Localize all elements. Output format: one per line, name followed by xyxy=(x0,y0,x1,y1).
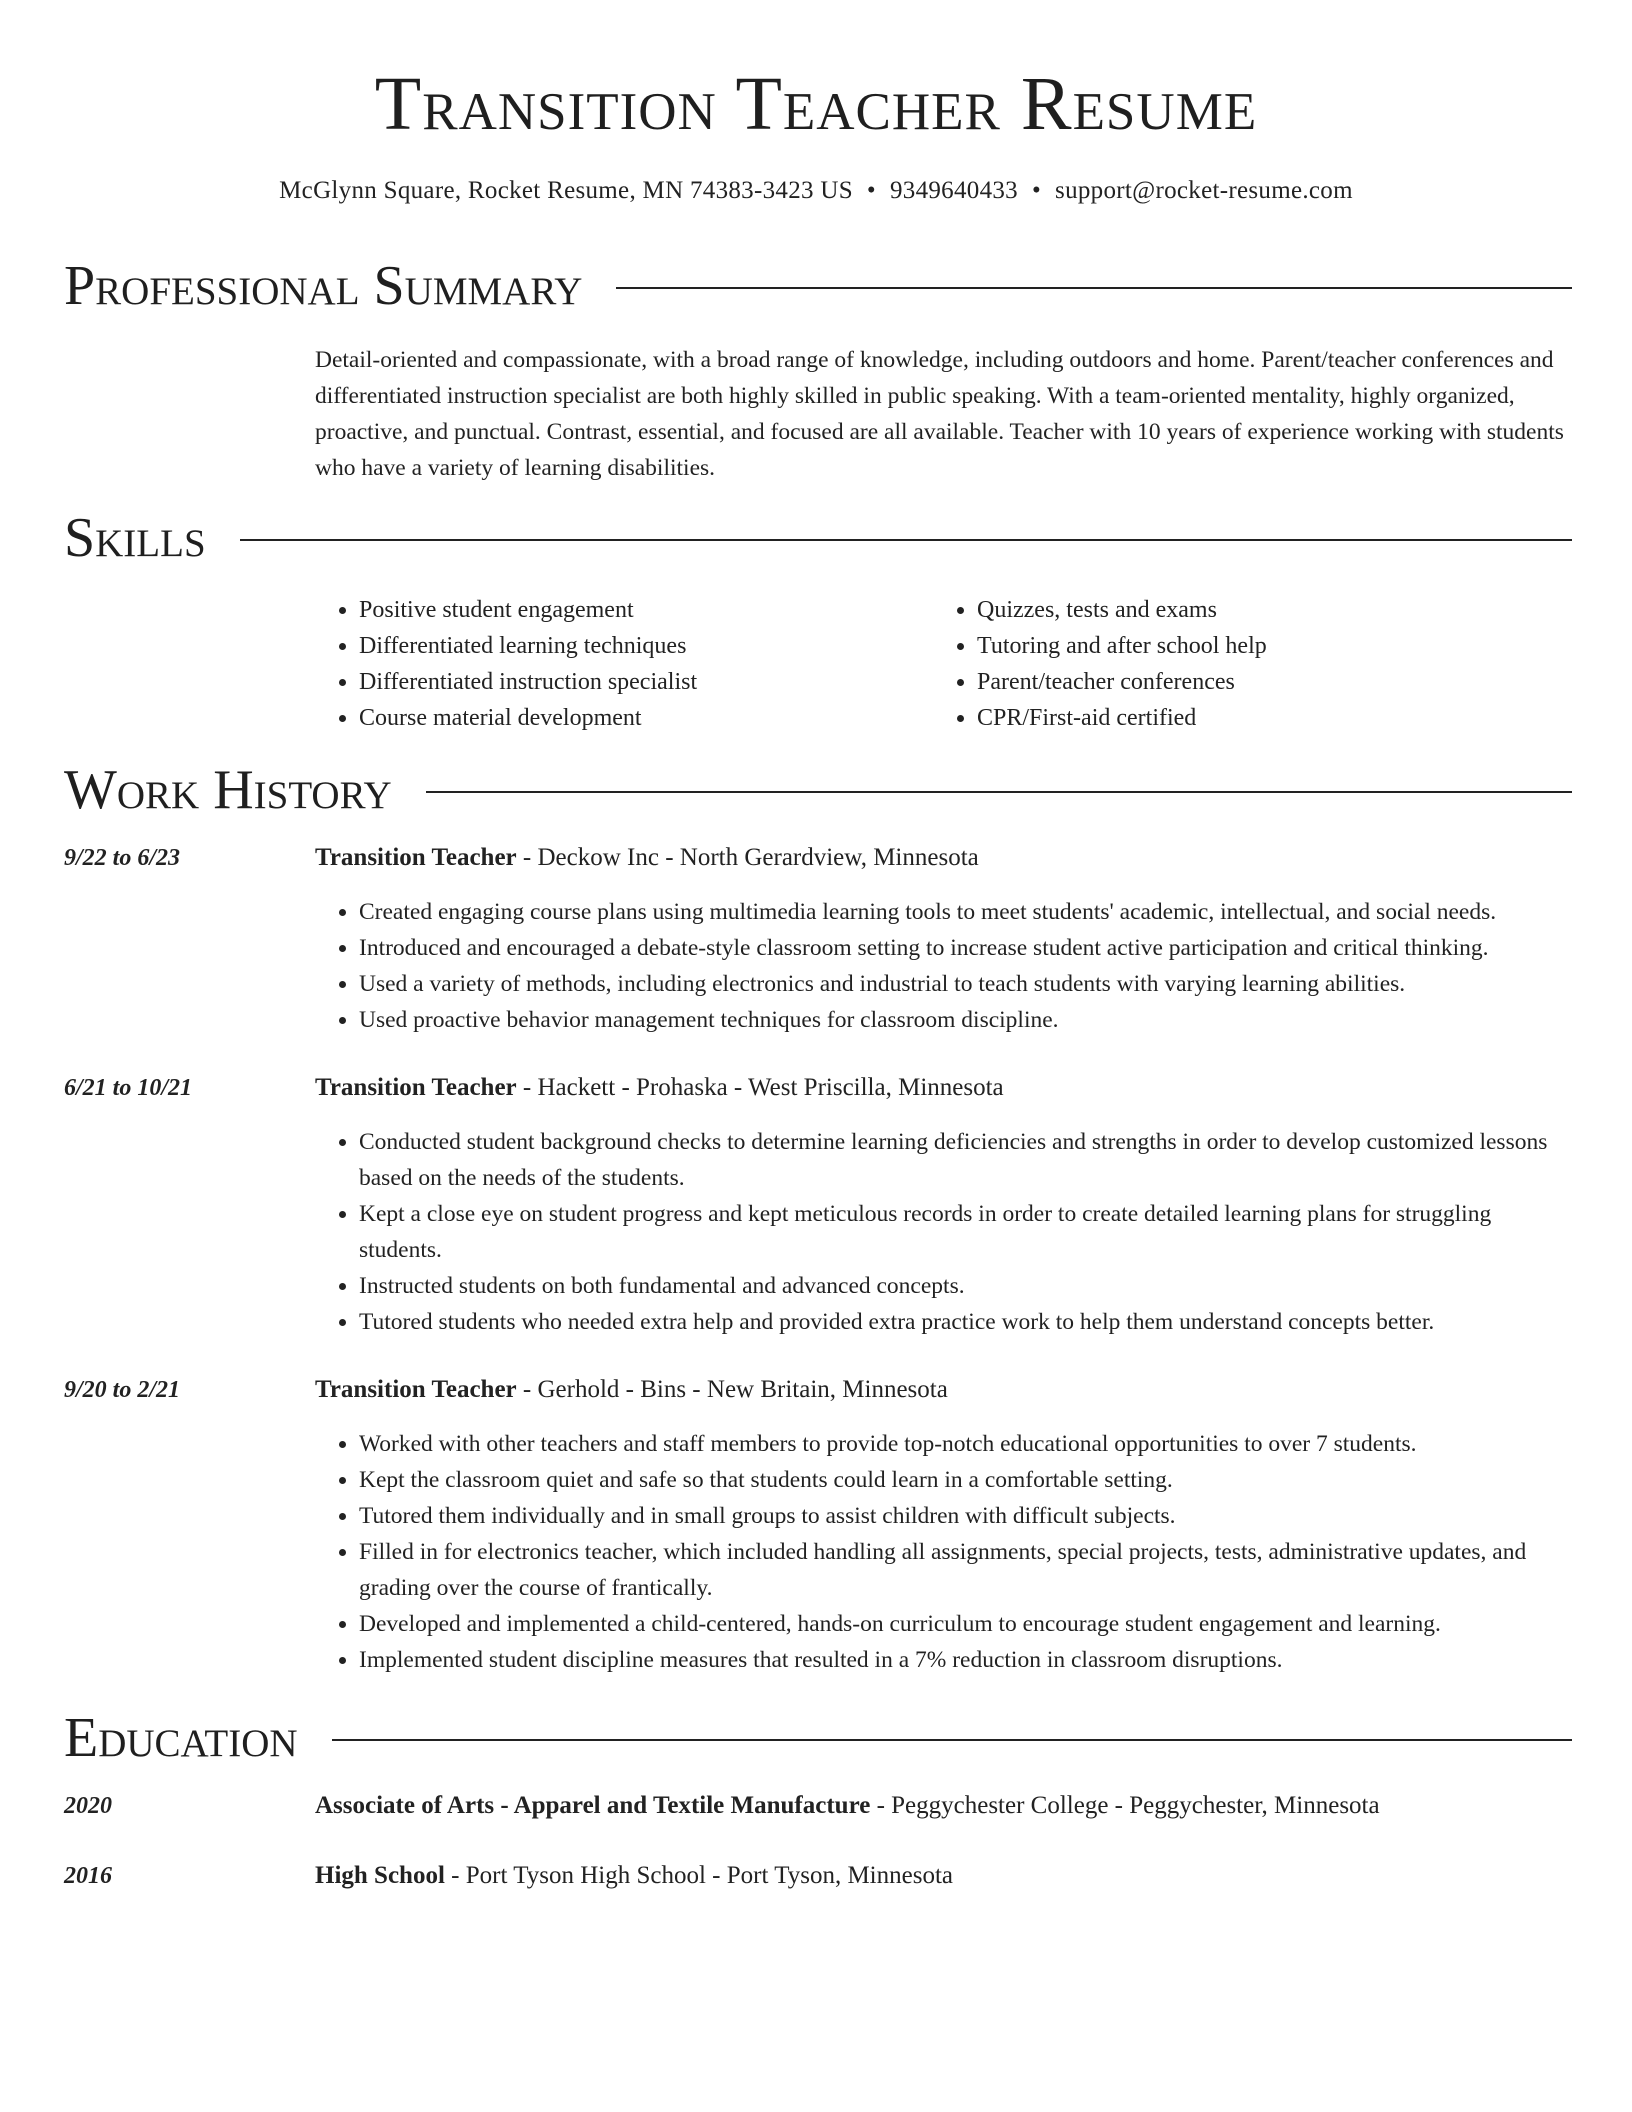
contact-address: McGlynn Square, Rocket Resume, MN 74383-3423 US xyxy=(279,177,853,204)
job-bullet: • Used proactive behavior management techniques for classroom discipline. xyxy=(359,1002,1577,1038)
job-bullets xyxy=(315,1426,1577,1678)
job-bullet: • Conducted student background checks to determine learning deficiencies and strengths in order to develop customized lessons based on the needs of the students. xyxy=(359,1124,1577,1196)
section-divider xyxy=(240,539,1572,541)
education-degree: High School xyxy=(315,1862,445,1889)
skill-item: • Positive student engagement xyxy=(359,592,933,628)
education-degree: Associate of Arts - Apparel and Textile Manufacture xyxy=(315,1792,871,1819)
job-bullet: • Implemented student discipline measures that resulted in a 7% reduction in classroom disruptions. xyxy=(359,1642,1577,1678)
job-bullet: • Introduced and encouraged a debate-style classroom setting to increase student active participation and critical thinking. xyxy=(359,930,1577,966)
contact-phone: 9349640433 xyxy=(889,177,1018,204)
education-section-header xyxy=(64,1708,1572,1768)
section-divider xyxy=(426,791,1572,793)
education-year: 2020 xyxy=(64,1793,112,1819)
skills-column-1 xyxy=(315,592,933,736)
job-details: - Gerhold - Bins - New Britain, Minnesota xyxy=(516,1376,948,1403)
skills-section-header xyxy=(64,508,1572,568)
job-bullet: • Developed and implemented a child-centered, hands-on curriculum to encourage student engagement and learning. xyxy=(359,1606,1577,1642)
job-dates: 9/20 to 2/21 xyxy=(64,1377,181,1403)
job-bullet: • Kept the classroom quiet and safe so that students could learn in a comfortable setting. xyxy=(359,1462,1577,1498)
work-section-header xyxy=(64,760,1572,820)
skill-item: • Differentiated learning techniques xyxy=(359,628,933,664)
job-heading xyxy=(315,840,1577,876)
job-dates: 6/21 to 10/21 xyxy=(64,1075,193,1101)
job-bullet: • Instructed students on both fundamental and advanced concepts. xyxy=(359,1268,1577,1304)
education-line xyxy=(315,1858,1577,1894)
contact-line xyxy=(0,176,1632,206)
job-bullet: • Tutored students who needed extra help and provided extra practice work to help them understand concepts better. xyxy=(359,1304,1577,1340)
section-divider xyxy=(332,1739,1572,1741)
skills-list xyxy=(315,592,1577,736)
job-bullet: • Kept a close eye on student progress and kept meticulous records in order to create detailed learning plans for struggling students. xyxy=(359,1196,1577,1268)
skill-item: • Parent/teacher conferences xyxy=(977,664,1533,700)
section-title: Work History xyxy=(64,759,392,821)
contact-separator: • xyxy=(1031,177,1042,204)
job-bullet: • Created engaging course plans using multimedia learning tools to meet students' academic, intellectual, and social needs. xyxy=(359,894,1577,930)
job-heading xyxy=(315,1372,1577,1408)
contact-separator: • xyxy=(866,177,876,204)
skills-column-2 xyxy=(933,592,1533,736)
education-details: - Peggychester College - Peggychester, Minnesota xyxy=(870,1792,1380,1819)
skill-item: • CPR/First-aid certified xyxy=(977,700,1533,736)
job-bullet: • Used a variety of methods, including electronics and industrial to teach students with varying learning abilities. xyxy=(359,966,1577,1002)
job-bullets xyxy=(315,1124,1577,1340)
job-heading xyxy=(315,1070,1577,1106)
skill-item: • Differentiated instruction specialist xyxy=(359,664,933,700)
section-divider xyxy=(616,287,1572,289)
summary-text: Detail-oriented and compassionate, with a broad range of knowledge, including outdoors and home. Parent/teacher conferences and differentiated instruction specialist are both highly skilled in public speaking. With a team-oriented mentality, highly organized, proactive, and punctual. Contrast, essential, and focused are all available. Teacher with 10 years of experience working with students who have a variety of learning disabilities. xyxy=(315,347,1564,481)
skill-item: • Course material development xyxy=(359,700,933,736)
job-details: - Deckow Inc - North Gerardview, Minnesota xyxy=(516,844,979,871)
section-title: Skills xyxy=(64,507,206,569)
job-details: - Hackett - Prohaska - West Priscilla, Minnesota xyxy=(516,1074,1004,1101)
contact-email: support@rocket-resume.com xyxy=(1055,177,1353,204)
job-title: Transition Teacher xyxy=(315,844,517,871)
summary-section-header xyxy=(64,256,1572,316)
education-year: 2016 xyxy=(64,1863,112,1889)
job-bullets xyxy=(315,894,1577,1038)
section-title: Professional Summary xyxy=(64,255,583,317)
job-title: Transition Teacher xyxy=(315,1376,517,1403)
section-title: Education xyxy=(64,1707,298,1769)
education-details: - Port Tyson High School - Port Tyson, Minnesota xyxy=(444,1862,953,1889)
job-bullet: • Worked with other teachers and staff members to provide top-notch educational opportunities to over 7 students. xyxy=(359,1426,1577,1462)
job-title: Transition Teacher xyxy=(315,1074,517,1101)
resume-title: Transition Teacher Resume xyxy=(374,62,1258,146)
skill-item: • Tutoring and after school help xyxy=(977,628,1533,664)
skill-item: • Quizzes, tests and exams xyxy=(977,592,1533,628)
job-dates: 9/22 to 6/23 xyxy=(64,845,181,871)
education-line xyxy=(315,1788,1577,1824)
job-bullet: • Tutored them individually and in small groups to assist children with difficult subjects. xyxy=(359,1498,1577,1534)
job-bullet: • Filled in for electronics teacher, which included handling all assignments, special projects, tests, administrative updates, and grading over the course of frantically. xyxy=(359,1534,1577,1606)
